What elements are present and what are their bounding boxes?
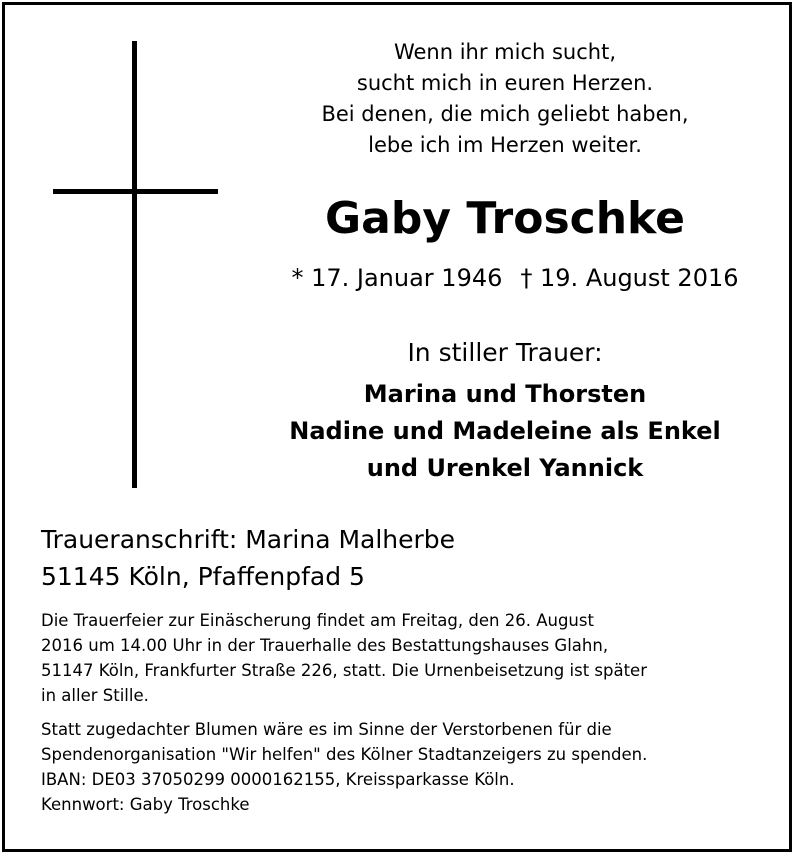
birth-date: * 17. Januar 1946 xyxy=(291,264,503,292)
donation-line: IBAN: DE03 37050299 0000162155, Kreissparkasse Köln. xyxy=(41,770,515,789)
memorial-poem xyxy=(265,37,745,161)
ceremony-line: 51147 Köln, Frankfurter Straße 226, statt. Die Urnenbeisetzung ist später xyxy=(41,661,647,680)
ceremony-paragraph xyxy=(41,608,759,708)
donation-line: Spendenorganisation "Wir helfen" des Kölner Stadtanzeigers zu spenden. xyxy=(41,745,648,764)
poem-line: Wenn ihr mich sucht, xyxy=(393,40,617,64)
cross-icon-horizontal xyxy=(53,189,218,194)
life-dates xyxy=(255,261,775,295)
poem-line: sucht mich in euren Herzen. xyxy=(356,71,654,95)
mourners-list xyxy=(235,376,775,487)
mourning-intro: In stiller Trauer: xyxy=(407,338,603,367)
poem-line: Bei denen, die mich geliebt haben, xyxy=(321,102,689,126)
mourner-line: Marina und Thorsten xyxy=(363,380,647,408)
donation-line: Kennwort: Gaby Troschke xyxy=(41,795,250,814)
ceremony-line: in aller Stille. xyxy=(41,686,149,705)
mourner-line: und Urenkel Yannick xyxy=(366,454,644,482)
deceased-name: Gaby Troschke xyxy=(325,193,685,244)
obituary-notice xyxy=(2,2,792,852)
death-date: † 19. August 2016 xyxy=(520,264,739,292)
ceremony-line: 2016 um 14.00 Uhr in der Trauerhalle des Bestattungshauses Glahn, xyxy=(41,636,609,655)
mourner-line: Nadine und Madeleine als Enkel xyxy=(289,417,721,445)
donation-paragraph xyxy=(41,717,759,817)
poem-line: lebe ich im Herzen weiter. xyxy=(368,133,642,157)
donation-line: Statt zugedachter Blumen wäre es im Sinne der Verstorbenen für die xyxy=(41,720,612,739)
mourning-address xyxy=(41,521,761,595)
address-line: Traueranschrift: Marina Malherbe xyxy=(41,525,456,554)
ceremony-line: Die Trauerfeier zur Einäscherung findet am Freitag, den 26. August xyxy=(41,611,594,630)
address-line: 51145 Köln, Pfaffenpfad 5 xyxy=(41,562,365,591)
cross-icon-vertical xyxy=(132,41,137,488)
